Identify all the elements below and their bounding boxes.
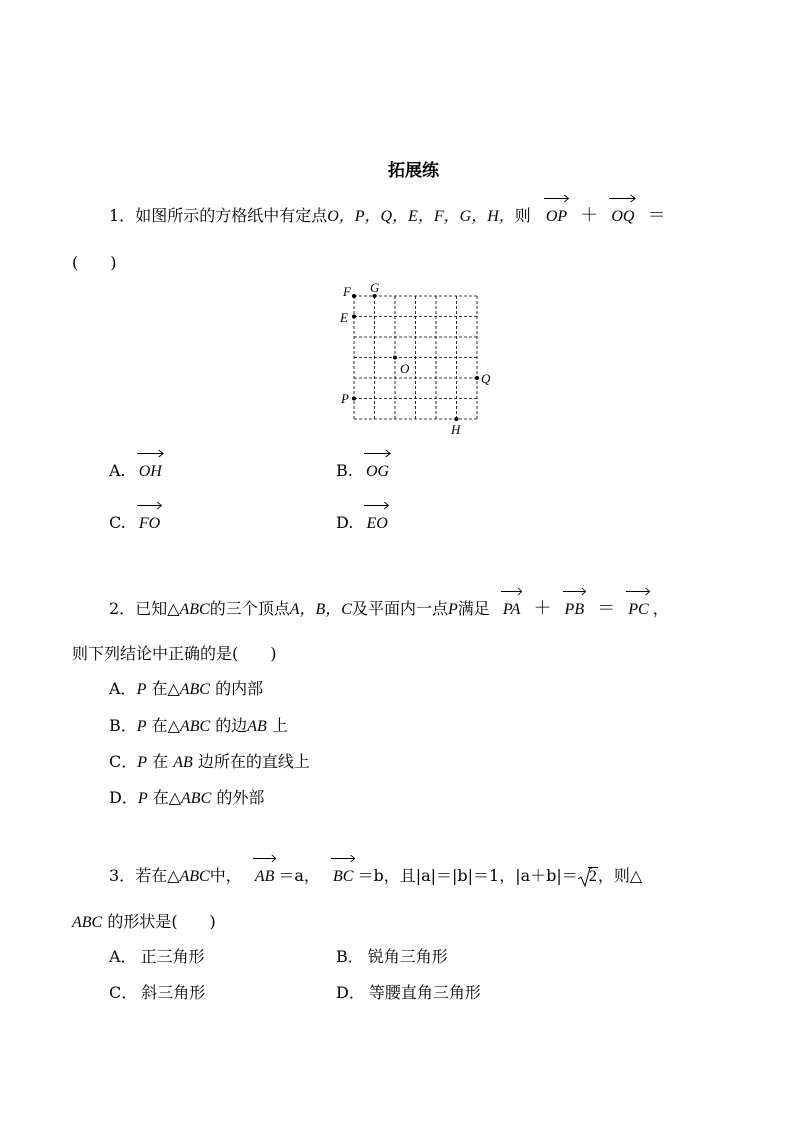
q2-stem (109, 597, 669, 621)
option-segment: AB (173, 754, 193, 771)
q1-number: 1． (109, 206, 136, 225)
q2-option-c[interactable] (109, 751, 310, 774)
q1-vector-op: OP (544, 206, 569, 228)
q3-text: 中， (209, 866, 242, 885)
option-text: 的外部 (216, 788, 265, 807)
option-text: 的边 (215, 716, 248, 735)
q2-option-a[interactable] (109, 678, 263, 701)
option-text: 在△ (151, 716, 180, 735)
q3-option-c[interactable] (109, 982, 205, 1004)
option-letter: B． (336, 947, 364, 966)
label-o: O (400, 361, 410, 376)
option-point: P (136, 718, 147, 735)
point-q (475, 376, 479, 380)
option-text: 等腰直角三角形 (368, 983, 481, 1002)
option-point: P (136, 681, 147, 698)
sqrt-value: 2 (588, 868, 597, 885)
option-letter: D． (109, 788, 138, 807)
q1-stem (109, 204, 670, 228)
q2-number: 2． (109, 599, 136, 618)
q2-text: 已知△ (135, 599, 180, 618)
q2-comma: ， (652, 599, 669, 618)
label-q: Q (481, 371, 491, 386)
label-h: H (451, 422, 461, 437)
option-point: P (137, 754, 148, 771)
option-letter: A. (109, 461, 126, 480)
q3-vector-bc: BC (331, 866, 355, 888)
q2-vertices: A，B，C (289, 601, 352, 618)
q2-text: 及平面内一点 (351, 599, 448, 618)
option-text: 斜三角形 (141, 983, 206, 1002)
option-letter: D． (336, 983, 365, 1002)
q1-plus: ＋ (580, 205, 599, 225)
option-text: 上 (271, 716, 288, 735)
option-vector: FO (137, 513, 162, 535)
q2-line2: 则下列结论中正确的是( ) (72, 644, 277, 663)
q3-text: ，则△ (597, 866, 643, 885)
option-vector: EO (364, 513, 389, 535)
option-triangle: ABC (179, 681, 210, 698)
q1-option-c[interactable] (109, 512, 164, 535)
q2-text: 满足 (457, 599, 490, 618)
section-title: 拓展练 (388, 161, 439, 181)
option-text: 在 (152, 752, 169, 771)
q2-vector-pa: PA (501, 599, 522, 621)
option-letter: C． (109, 752, 138, 771)
q2-text: 的三个顶点 (209, 599, 290, 618)
option-letter: A． (109, 679, 137, 698)
sqrt-symbol (578, 866, 598, 888)
q3-triangle: ABC (72, 914, 103, 931)
q3-stem (109, 865, 642, 888)
option-text: 锐角三角形 (367, 947, 448, 966)
point-p (352, 397, 356, 401)
q2-option-b[interactable] (109, 715, 288, 738)
point-h (455, 417, 459, 421)
option-text: 在△ (151, 679, 180, 698)
label-e: E (340, 310, 348, 325)
option-letter: B． (109, 716, 137, 735)
q3-number: 3． (109, 866, 136, 885)
q3-eq-a: ＝a， (278, 866, 320, 885)
q1-vector-oq: OQ (609, 206, 636, 228)
option-triangle: ABC (181, 790, 212, 807)
q2-plus: ＋ (533, 598, 552, 618)
q1-equals: ＝ (647, 205, 666, 225)
q2-option-d[interactable] (109, 787, 264, 810)
label-f: F (343, 284, 351, 299)
q1-points: O，P，Q，E，F，G，H， (327, 208, 515, 225)
q1-ze: 则 (514, 206, 531, 225)
option-text: 正三角形 (140, 947, 205, 966)
option-text: 边所在的直线上 (197, 752, 310, 771)
q2-equals: ＝ (597, 598, 616, 618)
q3-line2 (72, 911, 216, 934)
option-vector: OG (364, 461, 391, 483)
option-letter: C． (109, 983, 138, 1002)
label-g: G (370, 280, 380, 295)
option-letter: D. (336, 513, 354, 532)
option-vector: OH (137, 461, 164, 483)
q1-option-a[interactable] (109, 460, 166, 483)
q1-option-d[interactable] (336, 512, 392, 535)
point-f (352, 294, 356, 298)
option-text: 在△ (152, 788, 182, 807)
option-triangle: ABC (179, 718, 211, 735)
grid-figure (330, 278, 500, 440)
point-e (352, 315, 356, 319)
label-p: P (341, 391, 349, 406)
q3-option-d[interactable] (336, 982, 481, 1004)
q2-vector-pb: PB (563, 599, 587, 621)
q3-text: 若在△ (135, 866, 180, 885)
option-letter: C. (109, 513, 126, 532)
option-letter: A． (109, 947, 137, 966)
q3-text: 的形状是( ) (107, 912, 216, 931)
option-letter: B. (336, 461, 353, 480)
q3-option-a[interactable] (109, 946, 205, 968)
option-text: 的内部 (215, 679, 264, 698)
q2-triangle: ABC (179, 601, 210, 618)
q1-text: 如图所示的方格纸中有定点 (135, 206, 328, 225)
point-o (393, 356, 397, 360)
q1-option-b[interactable] (336, 460, 393, 483)
q2-vector-pc: PC (626, 599, 650, 621)
q2-point: P (447, 601, 458, 618)
q3-triangle: ABC (179, 868, 210, 885)
option-segment: AB (247, 718, 267, 735)
q3-eq-b: ＝b，且|a|＝|b|＝1，|a＋b|＝ (357, 866, 578, 885)
q3-vector-ab: AB (253, 866, 277, 888)
q3-option-b[interactable] (336, 946, 448, 968)
option-point: P (137, 790, 148, 807)
q1-paren: ( ) (72, 253, 117, 272)
